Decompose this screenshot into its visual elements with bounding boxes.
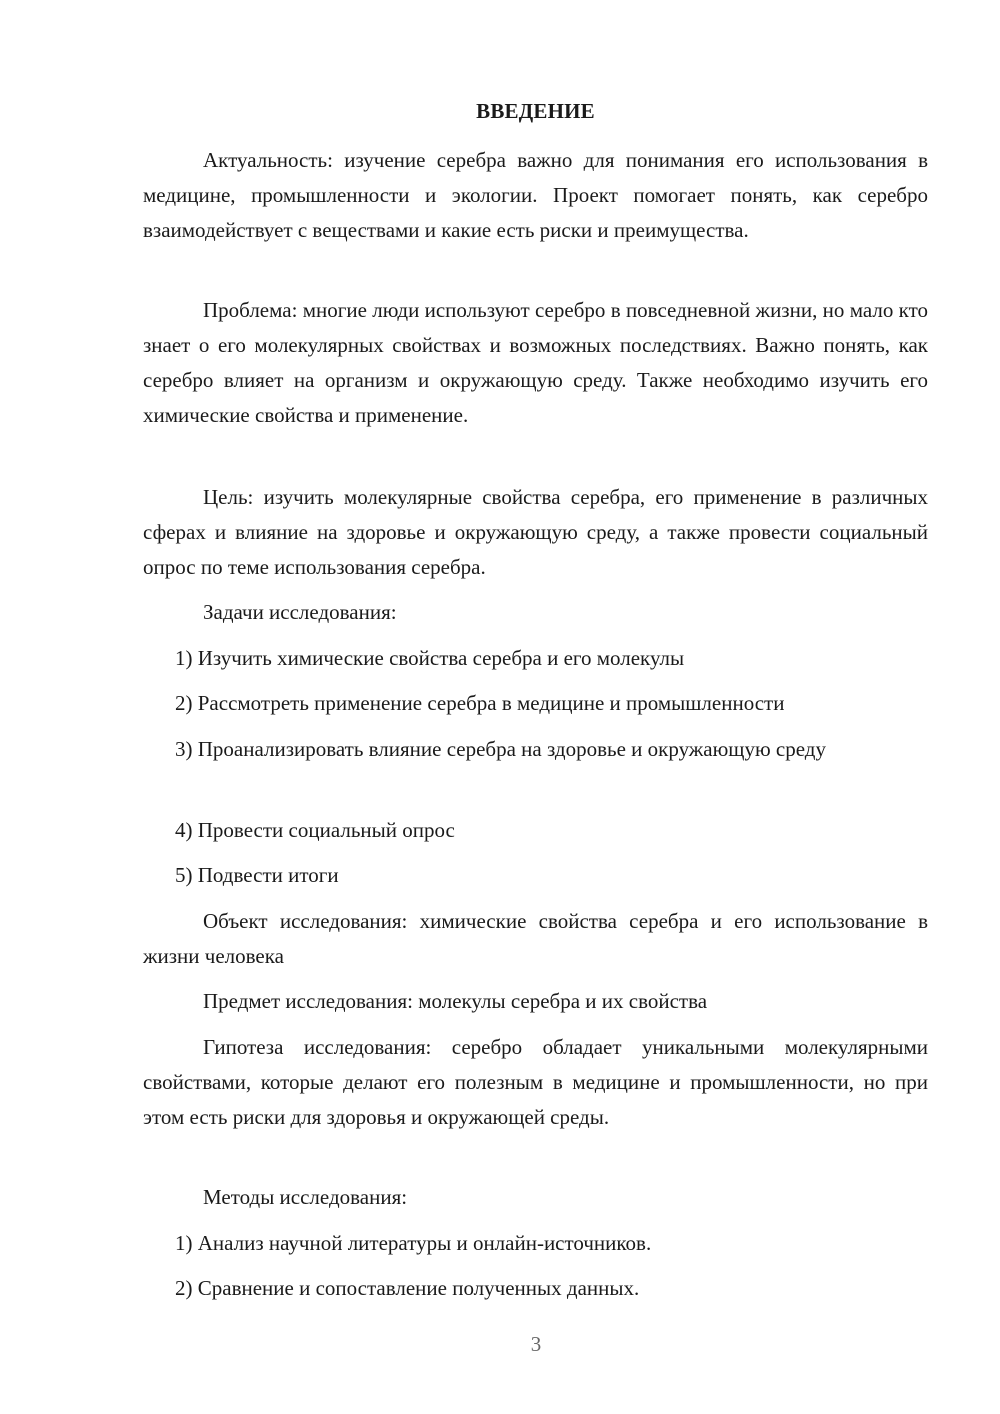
- hypothesis-paragraph: Гипотеза исследования: серебро обладает уникальными молекулярными свойствами, которые делают его полезным в медицине и промышленности, но при этом есть риски для здоровья и окружающей среды.: [143, 1035, 928, 1129]
- tasks-heading: Задачи исследования:: [203, 600, 397, 624]
- problem-paragraph: Проблема: многие люди используют серебро в повседневной жизни, но мало кто знает о его молекулярных свойствах и возможных последствиях. Важно понять, как серебро влияет на организм и окружающую среду. Также необходимо изучить его химические свойства и применение.: [143, 298, 928, 427]
- task-item-3: 3) Проанализировать влияние серебра на здоровье и окружающую среду: [175, 737, 826, 761]
- task-item-5: 5) Подвести итоги: [175, 863, 339, 887]
- task-item-2: 2) Рассмотреть применение серебра в медицине и промышленности: [175, 691, 785, 715]
- relevance-paragraph: Актуальность: изучение серебра важно для понимания его использования в медицине, промышленности и экологии. Проект помогает понять, как серебро взаимодействует с веществами и какие есть риски и преимущества.: [143, 148, 928, 242]
- subject-paragraph: Предмет исследования: молекулы серебра и их свойства: [203, 989, 708, 1013]
- object-paragraph: Объект исследования: химические свойства серебра и его использование в жизни человека: [143, 909, 928, 968]
- method-item-1: 1) Анализ научной литературы и онлайн-источников.: [175, 1231, 652, 1255]
- goal-paragraph: Цель: изучить молекулярные свойства серебра, его применение в различных сферах и влияние на здоровье и окружающую среду, а также провести социальный опрос по теме использования серебра.: [143, 485, 928, 579]
- task-item-1: 1) Изучить химические свойства серебра и его молекулы: [175, 646, 685, 670]
- page-number: 3: [530, 1332, 542, 1356]
- methods-heading: Методы исследования:: [203, 1185, 408, 1209]
- method-item-2: 2) Сравнение и сопоставление полученных данных.: [175, 1276, 640, 1300]
- task-item-4: 4) Провести социальный опрос: [175, 818, 455, 842]
- section-title: ВВЕДЕНИЕ: [476, 99, 595, 123]
